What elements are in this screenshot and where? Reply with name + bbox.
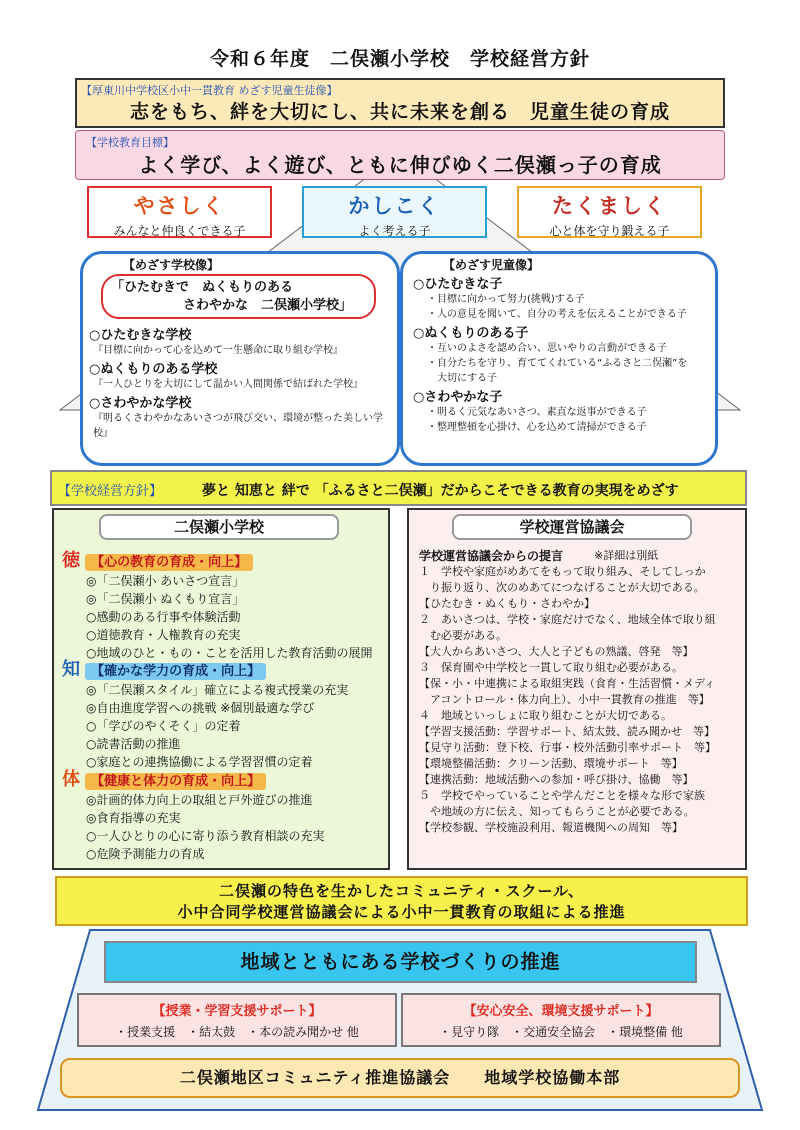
list-item-desc: 『明るくさわやかなあいさつが飛び交い、環境が整った美しい学校』 [93, 413, 383, 439]
list-item: ◎食育指導の充実 [86, 811, 181, 825]
panel-title: 二俣瀬小学校 [99, 514, 339, 540]
trait-title: たくましく [552, 194, 667, 218]
council-line: 【見守り活動：登下校、行事・校外活動引率サポート 等】 [419, 741, 716, 754]
category-heading: 【健康と体力の育成・向上】 [85, 773, 266, 790]
council-line: や地域の方に伝え、知ってもらうことが必要である。 [419, 805, 695, 818]
council-line: 【連携活動：地域活動への参加・呼び掛け、協働 等】 [419, 773, 694, 786]
list-item: ○「学びのやくそく」の定着 [86, 719, 241, 733]
list-item-title: ○さわやかな子 [413, 390, 503, 405]
list-item: ○道徳教育・人権教育の充実 [86, 628, 241, 642]
council-heading: 学校運営協議会からの提言 [419, 549, 564, 563]
council-panel [407, 508, 747, 870]
student-image-label: 【めざす児童像】 [443, 258, 540, 272]
council-line: む必要がある。 [419, 629, 507, 642]
school-image-panel [80, 251, 400, 466]
student-image-list [413, 273, 713, 435]
school-image-label: 【めざす学校像】 [123, 258, 220, 272]
support-safety [401, 993, 721, 1047]
list-item-title: ○ひたむきな学校 [89, 328, 192, 343]
community-school-box [55, 876, 748, 926]
list-item-desc: ・明るく元気なあいさつ、素直な返事ができる子 [427, 407, 647, 418]
category-char: 徳 [62, 550, 80, 571]
list-item-title: ○ひたむきな子 [413, 277, 503, 292]
council-line: 【ひたむき・ぬくもり・さわやか】 [419, 597, 595, 610]
list-item-desc: ・整理整頓を心掛け、心を込めて清掃ができる子 [427, 422, 647, 433]
list-item-title: ○ぬくもりのある子 [413, 326, 529, 341]
school-goal-text: よく学び、よく遊び、ともに伸びゆく二俣瀬っ子の育成 [138, 153, 662, 177]
council-line: １ 学校や家庭がめあてをもって取り組み、そしてしっか [419, 565, 706, 578]
school-slogan [101, 274, 376, 319]
student-image-panel [400, 251, 718, 466]
trait-smart [302, 186, 487, 238]
council-line: ２ あいさつは、学校・家庭だけでなく、地域全体で取り組 [419, 613, 716, 626]
list-item: ○危険予測能力の育成 [86, 847, 205, 861]
category-char: 体 [62, 769, 80, 790]
trait-strong [517, 186, 702, 238]
support-items: ・授業支援 ・結太鼓 ・本の読み聞かせ 他 [115, 1025, 359, 1039]
council-line: ５ 学校でやっていることや学んだことを様々な形で家族 [419, 789, 705, 802]
policy-text: 夢と 知恵と 絆で 「ふるさと二俣瀬」だからこそできる教育の実現をめざす [202, 483, 679, 499]
list-item: ◎自由進度学習への挑戦 ※個別最適な学び [86, 701, 315, 715]
list-item: ○地域のひと・もの・ことを活用した教育活動の展開 [86, 646, 373, 660]
council-line: り振り返り、次のめあてにつなげることが大切である。 [419, 581, 705, 594]
school-efforts-panel [52, 508, 390, 870]
community-council-bar: 二俣瀬地区コミュニティ推進協議会 地域学校協働本部 [60, 1058, 740, 1098]
trait-title: かしこく [348, 194, 441, 218]
council-line: ３ 保育園や中学校と一貫して取り組む必要がある。 [419, 661, 683, 674]
school-goal-box [75, 130, 725, 180]
category-body [62, 765, 387, 863]
panel-title: 学校運営協議会 [452, 514, 692, 540]
vision-text: 志をもち、絆を大切にし、共に未来を創る 児童生徒の育成 [129, 101, 670, 123]
list-item: ◎「二俣瀬小 あいさつ宣言」 [86, 574, 245, 588]
list-item-desc: ・人の意見を聞いて、自分の考えを伝えることができる子 [427, 309, 687, 320]
trait-desc: 心と体を守り鍛える子 [549, 224, 670, 238]
list-item: ○家庭との連携協働による学習習慣の定着 [86, 755, 313, 769]
council-line: 【学校参観、学校施設利用、報道機関への周知 等】 [419, 821, 683, 834]
list-item: ○読書活動の推進 [86, 737, 181, 751]
category-heading: 【心の教育の育成・向上】 [85, 554, 253, 571]
category-virtue [62, 546, 387, 662]
list-item-desc: 『一人ひとりを大切にして温かい人間関係で結ばれた学校』 [93, 379, 363, 390]
list-item: ◎「二俣瀬小 ぬくもり宣言」 [86, 592, 245, 606]
list-item-desc: ・目標に向かって努力(挑戦)する子 [427, 294, 585, 305]
trait-kind [87, 186, 272, 238]
list-item-desc: 『目標に向かって心を込めて一生懸命に取り組む学校』 [93, 345, 343, 356]
policy-bar [50, 470, 747, 506]
list-item-title: ○さわやかな学校 [89, 396, 192, 411]
school-image-list [89, 324, 394, 441]
category-knowledge [62, 655, 387, 771]
vision-label: 【厚東川中学校区小中一貫教育 めざす児童生徒像】 [81, 84, 338, 97]
list-item-desc: ・互いのよさを認め合い、思いやりの言動ができる子 [427, 343, 667, 354]
list-item-desc: 大切にする子 [427, 373, 497, 384]
council-line: ４ 地域といっしょに取り組むことが大切である。 [419, 709, 672, 722]
vision-box [75, 78, 725, 128]
community-school-line: 二俣瀬の特色を生かしたコミュニティ・スクール、 [218, 882, 584, 900]
school-goal-label: 【学校教育目標】 [86, 136, 174, 149]
list-item-desc: ・自分たちを守り、育ててくれている“ふるさと二俣瀬”を [427, 358, 688, 369]
support-heading: 【授業・学習支援サポート】 [152, 1004, 322, 1019]
slogan-line: 「ひたむきで ぬくもりのある [111, 280, 294, 295]
support-learning [77, 993, 397, 1047]
support-items: ・見守り隊 ・交通安全協会 ・環境整備 他 [439, 1025, 683, 1039]
trait-desc: よく考える子 [358, 224, 431, 238]
page-title: 令和６年度 二俣瀬小学校 学校経営方針 [209, 48, 590, 70]
slogan-line: さわやかな 二俣瀬小学校」 [183, 298, 353, 313]
council-line: アコントロール・体力向上）、小中一貫教育の推進 等】 [419, 693, 710, 706]
community-school-line: 小中合同学校運営協議会による小中一貫教育の取組による推進 [177, 903, 626, 921]
council-list [419, 564, 744, 836]
council-note: ※詳細は別紙 [594, 549, 659, 562]
list-item: ◎計画的体力向上の取組と戸外遊びの推進 [86, 793, 313, 807]
list-item: ○感動のある行事や体験活動 [86, 610, 241, 624]
list-item-title: ○ぬくもりのある学校 [89, 362, 218, 377]
support-heading: 【安心安全、環境支援サポート】 [463, 1004, 659, 1019]
list-item: ○一人ひとりの心に寄り添う教育相談の充実 [86, 829, 325, 843]
category-char: 知 [62, 659, 80, 680]
category-heading: 【確かな学力の育成・向上】 [85, 663, 266, 680]
trait-desc: みんなと仲良くできる子 [113, 224, 246, 238]
council-line: 【大人からあいさつ、大人と子どもの熟議、啓発 等】 [419, 645, 694, 658]
community-bar: 地域とともにある学校づくりの推進 [104, 941, 697, 983]
trait-title: やさしく [133, 194, 226, 218]
list-item: ◎「二俣瀬スタイル」確立による複式授業の充実 [86, 683, 349, 697]
policy-label: 【学校経営方針】 [58, 484, 163, 499]
council-line: 【学習支援活動：学習サポート、結太鼓、読み聞かせ 等】 [419, 725, 716, 738]
council-line: 【環境整備活動：クリーン活動、環境サポート 等】 [419, 757, 683, 770]
council-line: 【保・小・中連携による取組実践（食育・生活習慣・メディ [419, 677, 716, 690]
